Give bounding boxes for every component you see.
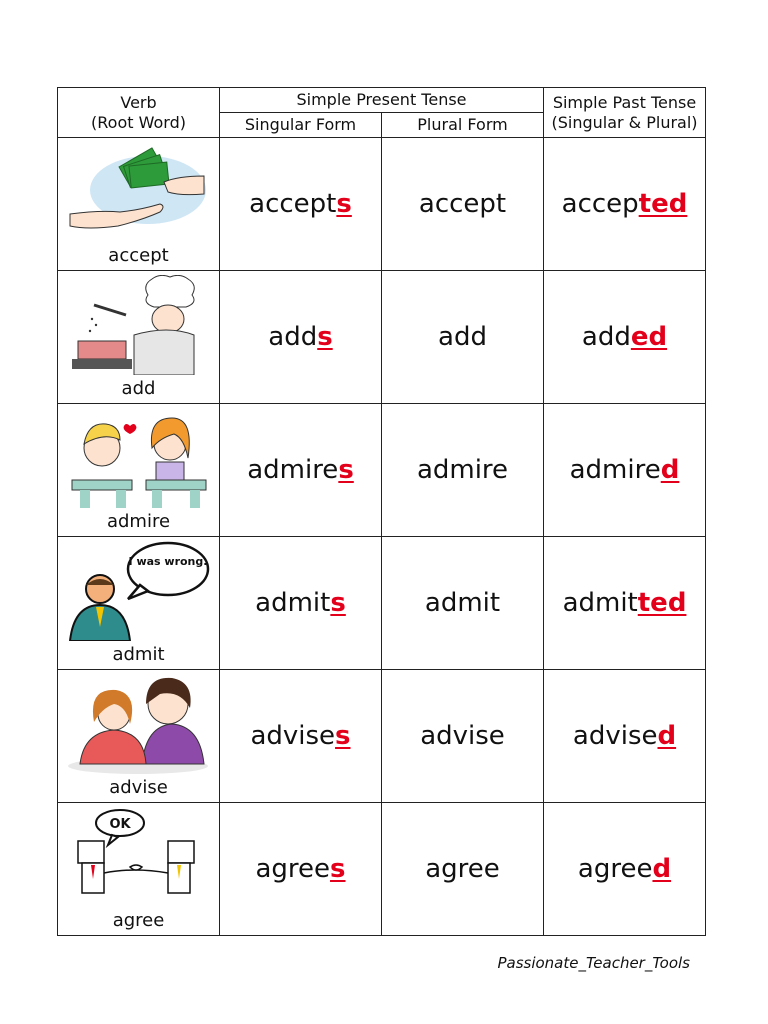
word-base: admit (562, 588, 638, 618)
table-row (58, 271, 706, 404)
word-base: advise (572, 721, 658, 751)
singular-form-cell (220, 537, 382, 670)
word-base: admire (569, 455, 661, 485)
header-past-note-label: (Singular & Plural) (551, 112, 698, 132)
word-suffix: d (657, 721, 677, 751)
singular-form-cell (220, 138, 382, 271)
past-tense-cell (544, 271, 706, 404)
verb-label: advise (109, 777, 168, 798)
word-base: accept (249, 189, 337, 219)
table-row (58, 537, 706, 670)
word-base: agree (577, 854, 653, 884)
word-suffix: d (652, 854, 672, 884)
table-row (58, 404, 706, 537)
verb-label: accept (108, 245, 169, 266)
word-base: accep (561, 189, 639, 219)
header-plural-form: Plural Form (382, 113, 544, 138)
chef-adding-salt-icon (64, 275, 212, 375)
word-suffix: s (330, 588, 346, 618)
plural-form-cell: agree (382, 803, 544, 936)
plural-form-cell: admire (382, 404, 544, 537)
admiring-kids-icon (64, 408, 212, 508)
past-tense-cell (544, 670, 706, 803)
agreeing-handshake-icon (64, 807, 212, 907)
plural-form-cell: accept (382, 138, 544, 271)
verb-picture-cell (58, 138, 220, 271)
header-verb (58, 88, 220, 138)
table-row (58, 138, 706, 271)
plural-form-cell: admit (382, 537, 544, 670)
word-base: advise (250, 721, 336, 751)
header-root-word-label: (Root Word) (91, 112, 186, 132)
word-suffix: ted (638, 189, 688, 219)
word-suffix: d (660, 455, 680, 485)
admit-speech-icon (64, 541, 212, 641)
verb-picture-cell (58, 404, 220, 537)
word-base: admire (247, 455, 339, 485)
table-row (58, 670, 706, 803)
plural-form-cell: advise (382, 670, 544, 803)
word-base: add (581, 322, 631, 352)
verb-label: agree (112, 910, 165, 931)
singular-form-cell (220, 271, 382, 404)
past-tense-cell (544, 803, 706, 936)
past-tense-cell (544, 537, 706, 670)
header-past-tense-label: Simple Past Tense (552, 92, 697, 112)
past-tense-cell (544, 404, 706, 537)
header-present-tense: Simple Present Tense (220, 88, 544, 113)
plural-form-cell: add (382, 271, 544, 404)
word-suffix: ted (637, 588, 687, 618)
past-tense-cell (544, 138, 706, 271)
word-base: add (268, 322, 318, 352)
verb-label: admit (112, 644, 165, 665)
singular-form-cell (220, 404, 382, 537)
table-row (58, 803, 706, 936)
word-suffix: s (338, 455, 354, 485)
verb-label: add (121, 378, 156, 399)
verb-picture-cell (58, 271, 220, 404)
word-suffix: s (335, 721, 351, 751)
header-past-tense (544, 88, 706, 138)
word-base: agree (255, 854, 331, 884)
accept-illustration-icon (64, 142, 212, 242)
ok-bubble-text: OK (109, 817, 131, 832)
header-singular-form: Singular Form (220, 113, 382, 138)
verb-picture-cell (58, 803, 220, 936)
header-verb-label: Verb (120, 92, 157, 112)
word-suffix: s (336, 189, 352, 219)
verb-picture-cell (58, 670, 220, 803)
singular-form-cell (220, 670, 382, 803)
verb-picture-cell (58, 537, 220, 670)
word-suffix: ed (630, 322, 668, 352)
advising-mother-daughter-icon (64, 674, 212, 774)
word-suffix: s (330, 854, 346, 884)
author-credit: Passionate_Teacher_Tools (497, 954, 690, 972)
speech-bubble-text: I was wrong. (128, 555, 208, 568)
singular-form-cell (220, 803, 382, 936)
word-suffix: s (317, 322, 333, 352)
verb-table (57, 87, 706, 936)
word-base: admit (255, 588, 331, 618)
verb-label: admire (106, 511, 171, 532)
